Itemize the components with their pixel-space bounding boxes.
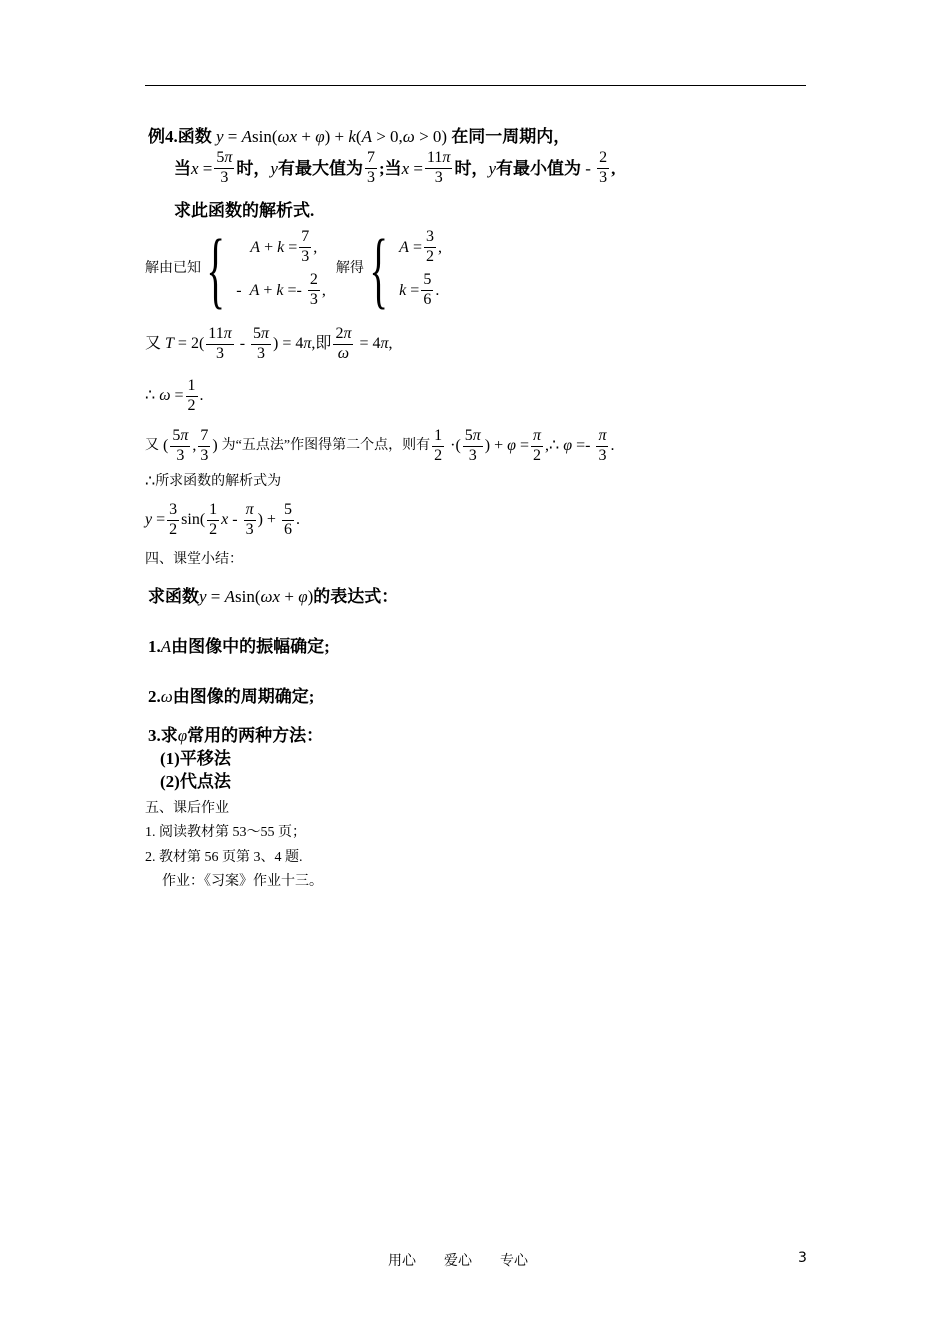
example-question: 求此函数的解析式. <box>174 201 315 220</box>
five-point-line: 又 ( $\frac{5\pi}{3}$ , $\frac{7}{3}$ ) 为“五点法”作图得第二个点，则有 $\frac{1}{2}$ ·( $\frac{5\pi}{3}$ ) + φ = $\frac{\pi}{2}$ ,∴ φ =- $\frac{\pi}{3}$ . <box>145 427 615 464</box>
homework-assignment: 作业：《习案》作业十三。 <box>162 874 323 889</box>
omega-result: ∴ ω = $\frac{1}{2}$ . <box>145 377 204 414</box>
solution-system: 解由已知 { A + k = $\frac{7}{3}$ , - A + k =- $\frac{2}{3}$ , 解得 { A = $\frac{3}{2}$ , k = $\frac{5}{6}$ . <box>145 221 442 317</box>
summary-item-1: 1. A 由图像中的振幅确定; <box>148 637 330 656</box>
homework-heading: 五、课后作业 <box>145 801 229 816</box>
result-formula: y = $\frac{3}{2}$ sin( $\frac{1}{2}$ x - $\frac{\pi}{3}$ ) + $\frac{5}{6}$ . <box>145 501 300 538</box>
footer-text: 用心 爱心 专心 <box>388 1253 528 1269</box>
period-line: 又 T = 2( $\frac{11\pi}{3}$ - $\frac{5\pi}{3}$ ) = 4π ,即 $\frac{2\pi}{\omega}$ = 4π, <box>145 325 393 362</box>
page-number: 3 <box>798 1250 807 1266</box>
summary-item-3: 3.求 φ 常用的两种方法： <box>148 726 324 745</box>
homework-item-2: 2. 教材第 56 页第 3、4 题. <box>145 850 303 865</box>
homework-item-1: 1. 阅读教材第 53～55 页； <box>145 825 306 840</box>
example-title: 例4.函数 y = Asin(ωx + φ) + k(A > 0,ω > 0) 在同一周期内， <box>148 127 571 146</box>
summary-heading: 四、课堂小结： <box>145 552 243 567</box>
result-intro: ∴ 所求函数的解析式为 <box>145 473 282 490</box>
summary-title: 求函数 y = Asin(ωx + φ) 的表达式： <box>148 587 399 606</box>
example-condition-line: 当 x = $\frac{5\pi}{3}$ 时， y 有最大值为 $\frac{7}{3}$ ;当 x = $\frac{11\pi}{3}$ 时， y 有最小值为 - $\frac{2}{3}$ , <box>174 149 616 186</box>
summary-item-2: 2. ω 由图像的周期确定; <box>148 687 315 706</box>
header-rule <box>145 85 806 86</box>
summary-method-2: (2)代点法 <box>160 772 231 791</box>
summary-method-1: (1)平移法 <box>160 749 231 768</box>
